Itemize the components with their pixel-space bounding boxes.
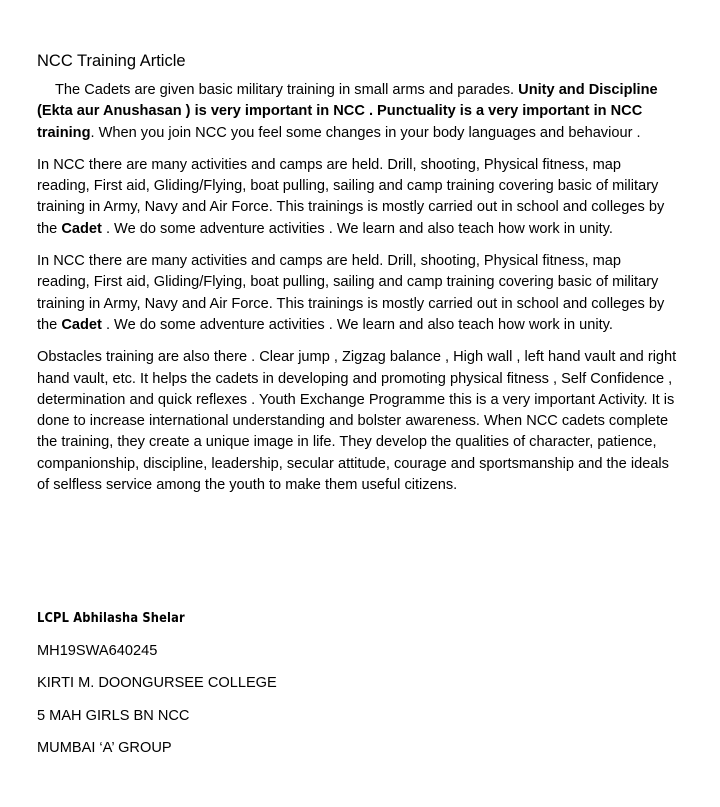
paragraph-1-text-end: . When you join NCC you feel some changes in your body languages and behaviour . xyxy=(90,124,641,141)
paragraph-3-text-end: . We do some adventure activities . We learn and also teach how work in unity. xyxy=(101,316,613,333)
article-title: NCC Training Article xyxy=(37,52,186,70)
paragraph-2-bold-text: Cadet xyxy=(61,220,102,237)
article xyxy=(37,50,677,507)
signature-block xyxy=(37,608,677,771)
paragraph-2-text: In NCC there are many activities and camps are held. Drill, shooting, Physical fitness, map reading, First aid, Gliding/Flying, boat pulling, sailing and camp training covering basic of military training in Army, Navy and Air Force. This trainings is mostly carried out in school and colleges by the xyxy=(37,156,665,237)
paragraph-3-bold-text: Cadet xyxy=(61,316,102,333)
paragraph-2-text-end: . We do some adventure activities . We learn and also teach how work in unity. xyxy=(101,220,613,237)
paragraph-3 xyxy=(37,251,677,336)
signature-name: LCPL Abhilasha Shelar xyxy=(37,611,185,626)
paragraph-1-bold-text: Unity and Discipline (Ekta aur Anushasan ) is very important in NCC . Punctuality is a very important in NCC training xyxy=(37,82,658,141)
college-name: KIRTI M. DOONGURSEE COLLEGE xyxy=(37,675,277,691)
signature-name-line xyxy=(37,608,677,641)
paragraph-3-text: In NCC there are many activities and camps are held. Drill, shooting, Physical fitness, map reading, First aid, Gliding/Flying, boat pulling, sailing and camp training covering basic of military training in Army, Navy and Air Force. This trainings is mostly carried out in school and colleges by the xyxy=(37,253,665,333)
group-name: MUMBAI ‘A’ GROUP xyxy=(37,740,172,756)
paragraph-4: Obstacles training are also there . Clear jump , Zigzag balance , High wall , left hand vault and right hand vault, etc. It helps the cadets in developing and promoting physical fitness , Self Confidence , determination and quick reflexes . Youth Exchange Programme this is a very important Activity. It is done to increase international understanding and bolster awareness. When NCC cadets complete the training, they create a unique image in life. They develop the qualities of character, patience, companionship, discipline, leadership, secular attitude, courage and sportsmanship and the ideals of selfless service among the youth to make them useful citizens. xyxy=(37,349,677,494)
paragraph-2 xyxy=(37,155,677,240)
unit-name: 5 MAH GIRLS BN NCC xyxy=(37,707,190,724)
registration-number: MH19SWA640245 xyxy=(37,642,158,659)
paragraph-1-text: The Cadets are given basic military training in small arms and parades. xyxy=(55,82,519,98)
paragraph-1 xyxy=(37,80,677,144)
